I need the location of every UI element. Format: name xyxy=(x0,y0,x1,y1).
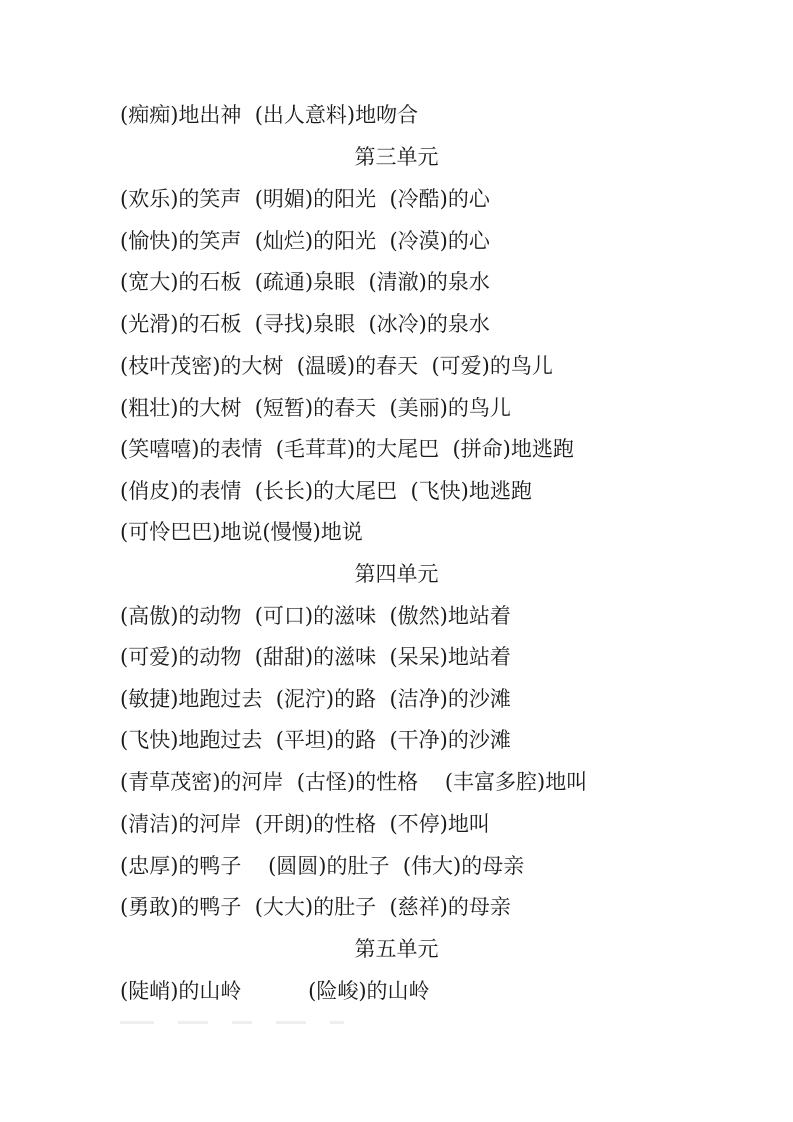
vocab-line: (可怜巴巴)地说(慢慢)地说 xyxy=(120,520,363,544)
section-heading-unit-4: 第四单元 xyxy=(354,562,439,586)
vocab-line: (忠厚)的鸭子 (圆圆)的肚子 (伟大)的母亲 xyxy=(120,854,525,878)
vocab-line: (可爱)的动物 (甜甜)的滋味 (呆呆)地站着 xyxy=(120,645,511,669)
faded-text-remnant xyxy=(120,1012,420,1026)
section-heading-unit-3: 第三单元 xyxy=(354,145,439,169)
vocab-line: (敏捷)地跑过去 (泥泞)的路 (洁净)的沙滩 xyxy=(120,687,511,711)
vocab-line: (光滑)的石板 (寻找)泉眼 (冰冷)的泉水 xyxy=(120,312,490,336)
vocab-line: (笑嘻嘻)的表情 (毛茸茸)的大尾巴 (拼命)地逃跑 xyxy=(120,437,574,461)
vocab-line: (清洁)的河岸 (开朗)的性格 (不停)地叫 xyxy=(120,812,490,836)
vocab-line: (愉快)的笑声 (灿烂)的阳光 (冷漠)的心 xyxy=(120,229,490,253)
vocab-line: (青草茂密)的河岸 (古怪)的性格 (丰富多腔)地叫 xyxy=(120,770,588,794)
vocab-line: (飞快)地跑过去 (平坦)的路 (干净)的沙滩 xyxy=(120,728,511,752)
vocab-line: (勇敢)的鸭子 (大大)的肚子 (慈祥)的母亲 xyxy=(120,895,511,919)
vocab-line: (痴痴)地出神 (出人意料)地吻合 xyxy=(120,103,419,127)
vocab-line: (俏皮)的表情 (长长)的大尾巴 (飞快)地逃跑 xyxy=(120,479,532,503)
vocab-line: (粗壮)的大树 (短暂)的春天 (美丽)的鸟儿 xyxy=(120,396,511,420)
vocab-line: (陡峭)的山岭 (险峻)的山岭 xyxy=(120,979,430,1003)
vocab-line: (枝叶茂密)的大树 (温暖)的春天 (可爱)的鸟儿 xyxy=(120,354,553,378)
vocab-line: (高傲)的动物 (可口)的滋味 (傲然)地站着 xyxy=(120,604,511,628)
vocab-line: (宽大)的石板 (疏通)泉眼 (清澈)的泉水 xyxy=(120,270,490,294)
section-heading-unit-5: 第五单元 xyxy=(354,937,439,961)
vocab-line: (欢乐)的笑声 (明媚)的阳光 (冷酷)的心 xyxy=(120,187,490,211)
